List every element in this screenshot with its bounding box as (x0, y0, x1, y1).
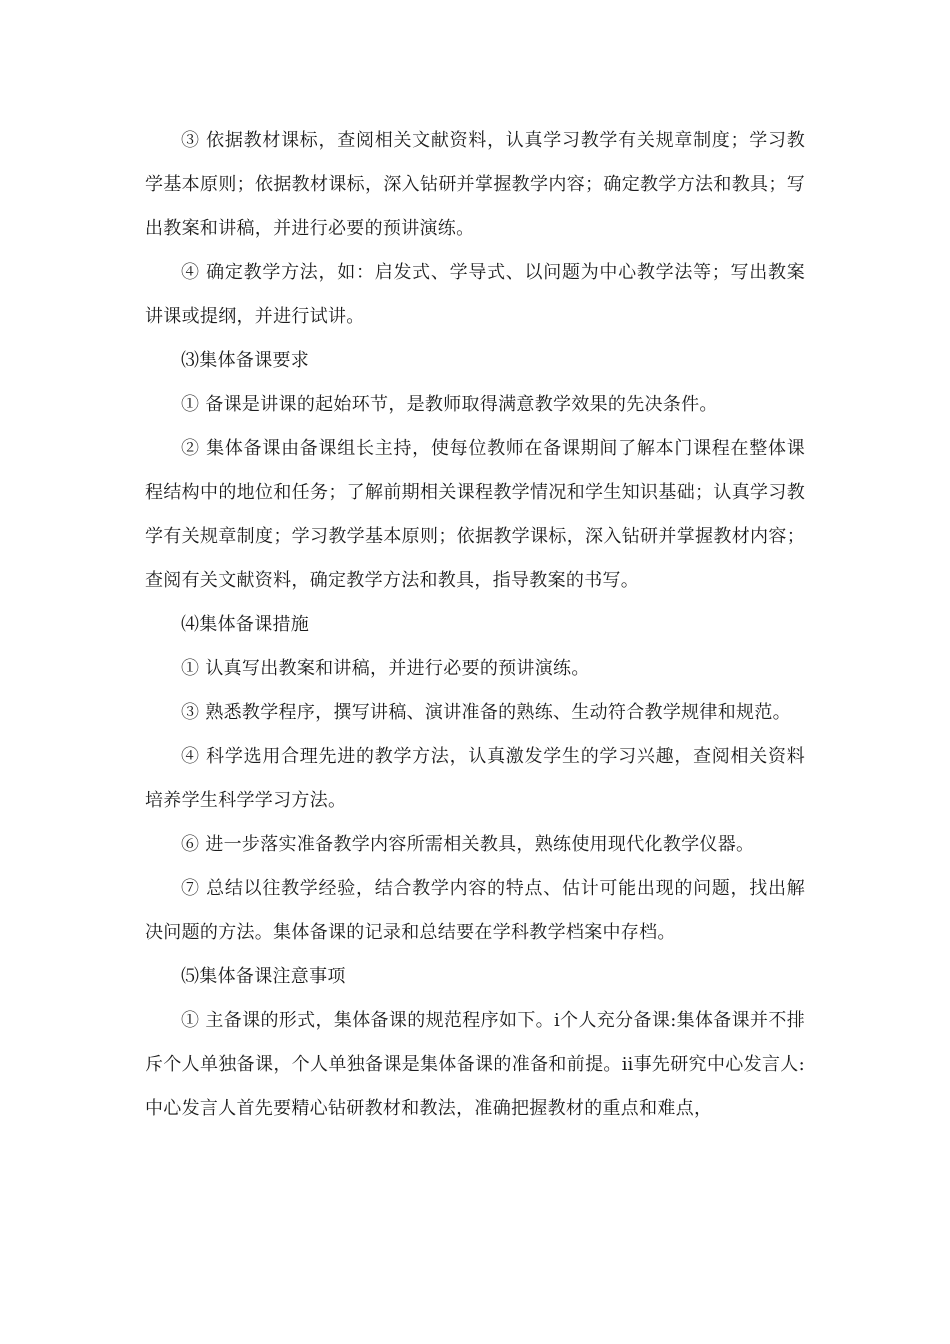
paragraph-measure-3: ③ 熟悉教学程序，撰写讲稿、演讲准备的熟练、生动符合教学规律和规范。 (181, 702, 791, 723)
section-heading-5: ⑸集体备课注意事项 (181, 966, 346, 987)
paragraph-item-3: ③ 依据教材课标，查阅相关文献资料，认真学习教学有关规章制度；学习教学基本原则；依据教材课标，深入钻研并掌握教学内容；确定教学方法和教具；写出教案和讲稿，并进行必要的预讲演练。 (145, 130, 805, 239)
paragraph-measure-4: ④ 科学选用合理先进的教学方法，认真激发学生的学习兴趣，查阅相关资料培养学生科学学习方法。 (145, 746, 805, 811)
paragraph-req-1: ① 备课是讲课的起始环节，是教师取得满意教学效果的先决条件。 (181, 394, 718, 415)
paragraph-measure-7: ⑦ 总结以往教学经验，结合教学内容的特点、估计可能出现的问题，找出解决问题的方法。集体备课的记录和总结要在学科教学档案中存档。 (145, 878, 805, 943)
paragraph-measure-6: ⑥ 进一步落实准备教学内容所需相关教具，熟练使用现代化教学仪器。 (181, 834, 755, 855)
paragraph-measure-1: ① 认真写出教案和讲稿，并进行必要的预讲演练。 (181, 658, 590, 679)
section-heading-4: ⑷集体备课措施 (181, 614, 310, 635)
section-heading-3: ⑶集体备课要求 (181, 350, 310, 371)
document-body (145, 119, 805, 1131)
paragraph-req-2: ② 集体备课由备课组长主持，使每位教师在备课期间了解本门课程在整体课程结构中的地位和任务；了解前期相关课程教学情况和学生知识基础；认真学习教学有关规章制度；学习教学基本原则；依据教学课标，深入钻研并掌握教材内容；查阅有关文献资料，确定教学方法和教具，指导教案的书写。 (145, 438, 805, 591)
paragraph-item-4: ④ 确定教学方法，如：启发式、学导式、以问题为中心教学法等；写出教案讲课或提纲，并进行试讲。 (145, 262, 805, 327)
paragraph-note-1: ① 主备课的形式，集体备课的规范程序如下。ⅰ个人充分备课:集体备课并不排斥个人单独备课，个人单独备课是集体备课的准备和前提。ⅱ事先研究中心发言人:中心发言人首先要精心钻研教材和教法，准确把握教材的重点和难点， (145, 1010, 805, 1119)
